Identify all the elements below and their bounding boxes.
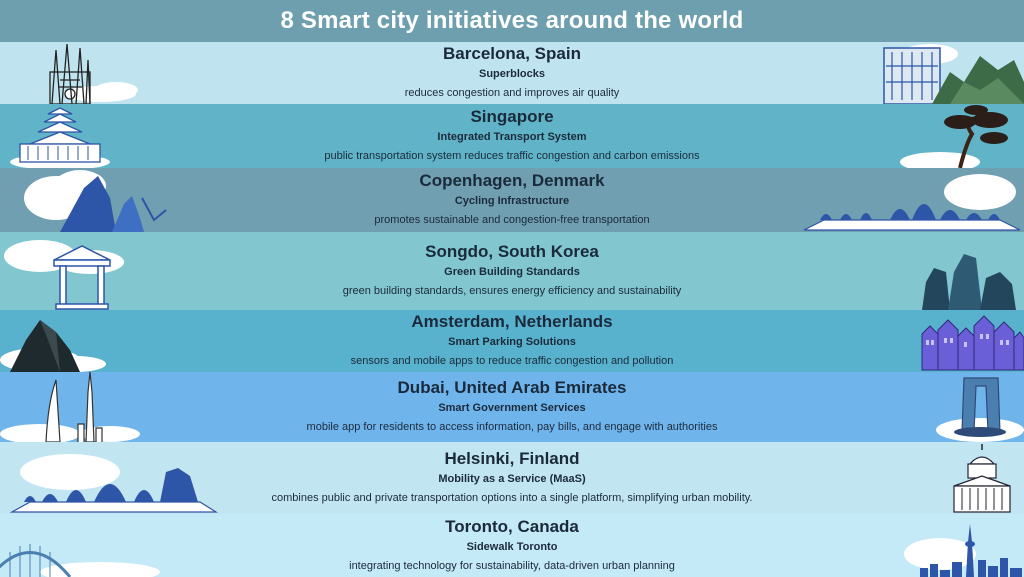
city-name: Helsinki, Finland: [444, 449, 580, 468]
dubai-frame-icon: [920, 372, 1024, 442]
initiative-text: [200, 372, 824, 442]
initiative-row-songdo: [0, 232, 1024, 310]
initiative-description: reduces congestion and improves air quality: [404, 87, 620, 99]
city-name: Barcelona, Spain: [443, 44, 581, 63]
initiative-description: promotes sustainable and congestion-free transportation: [374, 214, 650, 226]
initiative-text: [200, 514, 824, 577]
initiative-name: Superblocks: [478, 68, 546, 80]
sagrada-familia-icon: [20, 42, 140, 104]
rock-formation-icon: [920, 232, 1024, 310]
initiative-description: combines public and private transportation options into a single platform, simplifying urban mobility.: [271, 492, 753, 504]
page-title: 8 Smart city initiatives around the world: [280, 7, 744, 34]
city-name: Copenhagen, Denmark: [419, 171, 605, 190]
initiative-text: [200, 42, 824, 104]
initiative-text: [200, 232, 824, 310]
greek-pavilion-icon: [0, 232, 140, 310]
burj-al-arab-icon: [0, 372, 140, 442]
bridge-arch-icon: [0, 514, 160, 577]
initiative-name: Mobility as a Service (MaaS): [438, 473, 586, 485]
initiative-description: mobile app for residents to access information, pay bills, and engage with authorities: [306, 421, 718, 433]
initiative-name: Integrated Transport System: [437, 131, 587, 143]
initiative-row-amsterdam: [0, 310, 1024, 372]
singapore-temple-icon: [0, 104, 110, 168]
city-name: Dubai, United Arab Emirates: [397, 378, 627, 397]
city-name: Singapore: [470, 107, 554, 126]
mountain-peaks-icon: [20, 168, 180, 232]
initiative-text: [200, 442, 824, 514]
initiative-text: [200, 104, 824, 168]
initiative-name: Smart Parking Solutions: [448, 336, 576, 348]
temple-skyline-icon: [10, 442, 220, 514]
canal-houses-icon: [920, 310, 1024, 372]
city-name: Songdo, South Korea: [425, 242, 599, 261]
initiative-description: public transportation system reduces traffic congestion and carbon emissions: [324, 150, 700, 162]
page-header: [0, 0, 1024, 42]
helsinki-cathedral-icon: [940, 442, 1024, 514]
barcelona-landmark-icon: [880, 42, 1024, 104]
city-name: Amsterdam, Netherlands: [411, 312, 613, 331]
initiative-row-barcelona: [0, 42, 1024, 104]
initiative-row-dubai: [0, 372, 1024, 442]
initiative-name: Green Building Standards: [444, 266, 580, 278]
initiative-text: [200, 310, 824, 372]
initiative-name: Sidewalk Toronto: [466, 540, 558, 553]
initiative-name: Cycling Infrastructure: [454, 195, 570, 207]
borobudur-temple-icon: [800, 168, 1024, 232]
initiative-row-singapore: [0, 104, 1024, 168]
initiative-row-copenhagen: [0, 168, 1024, 232]
cn-tower-skyline-icon: [900, 514, 1024, 577]
initiative-row-helsinki: [0, 442, 1024, 514]
initiative-description: green building standards, ensures energy efficiency and sustainability: [342, 285, 682, 297]
bonsai-tree-icon: [900, 104, 1024, 168]
initiative-name: Smart Government Services: [438, 402, 586, 414]
initiative-text: [200, 168, 824, 232]
city-name: Toronto, Canada: [445, 516, 579, 536]
initiative-row-toronto: [0, 514, 1024, 577]
initiative-description: integrating technology for sustainability, data-driven urban planning: [349, 559, 675, 572]
initiative-description: sensors and mobile apps to reduce traffic congestion and pollution: [350, 355, 674, 367]
volcanic-rock-icon: [0, 310, 130, 372]
